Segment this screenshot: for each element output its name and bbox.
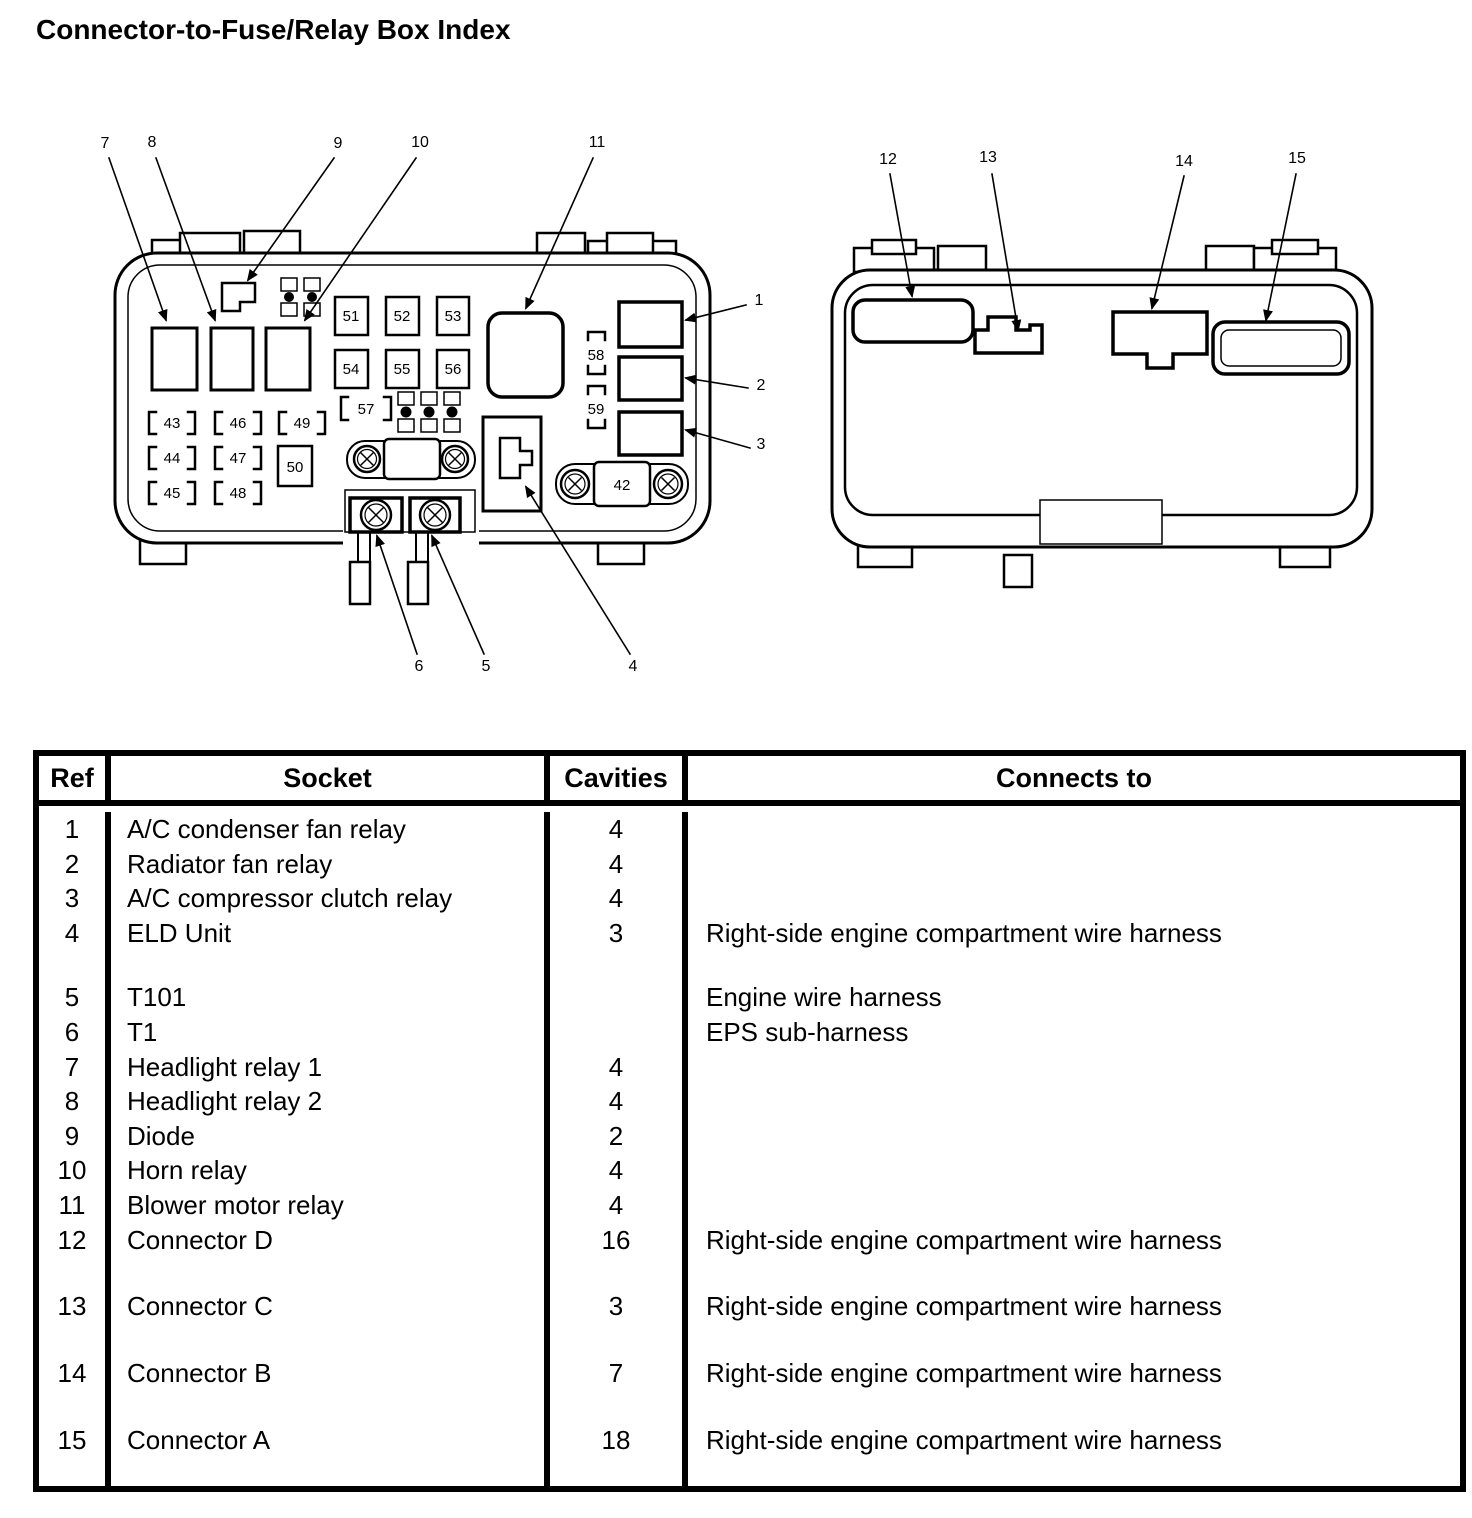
- ref-cell: 4: [64, 917, 80, 948]
- socket-cell: Radiator fan relay: [105, 847, 544, 882]
- socket-cell: T1: [105, 1015, 544, 1050]
- header-cavities: Cavities: [544, 756, 682, 800]
- table-row: [39, 1356, 1460, 1391]
- connects-cell: EPS sub-harness: [682, 1015, 1460, 1050]
- socket-cell: Connector D: [105, 1223, 544, 1258]
- socket-cell: Connector C: [105, 1289, 544, 1324]
- fuse-box-top-view: [101, 134, 766, 675]
- cavities-cell: 7: [544, 1356, 682, 1391]
- fuse-relay-box-diagram: [0, 0, 1472, 745]
- connects-cell: [682, 1084, 1460, 1119]
- ref-cell: 12: [57, 1224, 87, 1255]
- svg-text:46: 46: [229, 415, 247, 432]
- socket-cell: Headlight relay 2: [105, 1084, 544, 1119]
- cavities-cell: 18: [544, 1423, 682, 1458]
- fuse-53-label: 53: [444, 308, 462, 325]
- connects-cell: Right-side engine compartment wire harness: [682, 1356, 1460, 1391]
- socket-cell: A/C condenser fan relay: [105, 812, 544, 847]
- ref-cell: 1: [64, 814, 80, 844]
- connects-cell: Right-side engine compartment wire harness: [682, 1289, 1460, 1324]
- bolt-fuse-bar: [347, 439, 475, 479]
- ref-cell: 8: [64, 1086, 80, 1117]
- table-body: [39, 806, 1460, 1486]
- cavities-cell: 2: [544, 1119, 682, 1154]
- ref-cell: 10: [57, 1155, 87, 1186]
- socket-cell: Connector A: [105, 1423, 544, 1458]
- cavities-cell: 16: [544, 1223, 682, 1258]
- callout-7-label: 7: [100, 135, 110, 152]
- connects-cell: Right-side engine compartment wire harness: [682, 1223, 1460, 1258]
- connects-cell: [682, 1050, 1460, 1085]
- connects-cell: [682, 812, 1460, 847]
- connects-cell: [682, 881, 1460, 916]
- ref-cell: 3: [64, 883, 80, 914]
- ref-cell: 14: [57, 1357, 87, 1388]
- callout-4-label: 4: [628, 658, 638, 675]
- fuse-55-label: 55: [393, 361, 411, 378]
- connects-cell: Right-side engine compartment wire harness: [682, 916, 1460, 951]
- header-socket: Socket: [105, 756, 544, 800]
- table-spacer: [39, 1324, 1460, 1356]
- cavities-cell: [544, 980, 682, 1015]
- ref-cell: 9: [64, 1120, 80, 1151]
- table-filler: [39, 1458, 1460, 1486]
- cavities-cell: 4: [544, 1188, 682, 1223]
- cavities-cell: 4: [544, 1050, 682, 1085]
- ref-cell: 5: [64, 982, 80, 1013]
- table-row: [39, 1119, 1460, 1154]
- fuse-52-label: 52: [393, 308, 411, 325]
- svg-text:44: 44: [163, 450, 181, 467]
- socket-cell: Connector B: [105, 1356, 544, 1391]
- table-spacer: [39, 1257, 1460, 1289]
- table-row: [39, 847, 1460, 882]
- callout-12-label: 12: [879, 151, 897, 168]
- table-row: [39, 1050, 1460, 1085]
- socket-cell: A/C compressor clutch relay: [105, 881, 544, 916]
- cavities-cell: 3: [544, 1289, 682, 1324]
- svg-text:45: 45: [163, 485, 181, 502]
- header-ref: Ref: [50, 763, 94, 793]
- box2-top-tabs: [854, 240, 1336, 272]
- socket-cell: Horn relay: [105, 1153, 544, 1188]
- cavities-cell: 4: [544, 847, 682, 882]
- callout-11-label: 11: [588, 134, 606, 151]
- svg-text:49: 49: [293, 415, 311, 432]
- connects-cell: [682, 1119, 1460, 1154]
- svg-text:57: 57: [357, 401, 375, 418]
- table-row: [39, 812, 1460, 847]
- svg-text:43: 43: [163, 415, 181, 432]
- svg-text:58: 58: [587, 347, 605, 364]
- socket-cell: T101: [105, 980, 544, 1015]
- ref-cell: 15: [57, 1425, 87, 1456]
- table-row: [39, 1223, 1460, 1258]
- table-row: [39, 1423, 1460, 1458]
- box2-bottom-plate: [1040, 500, 1162, 544]
- svg-text:50: 50: [286, 459, 304, 476]
- fuse-54-label: 54: [342, 361, 360, 378]
- cavities-cell: 4: [544, 1153, 682, 1188]
- callout-6-label: 6: [414, 658, 424, 675]
- table-row: [39, 916, 1460, 951]
- callout-2-label: 2: [756, 377, 766, 394]
- connects-cell: [682, 1188, 1460, 1223]
- connects-cell: [682, 847, 1460, 882]
- ref-cell: 6: [64, 1016, 80, 1047]
- cavities-cell: [544, 1015, 682, 1050]
- table-row: [39, 1289, 1460, 1324]
- table-spacer: [39, 950, 1460, 980]
- callout-14-label: 14: [1175, 153, 1193, 170]
- ref-cell: 2: [64, 848, 80, 879]
- connects-cell: Engine wire harness: [682, 980, 1460, 1015]
- svg-text:42: 42: [613, 477, 631, 494]
- connector-index-table: [33, 750, 1466, 1492]
- callout-5-label: 5: [481, 658, 491, 675]
- socket-cell: Blower motor relay: [105, 1188, 544, 1223]
- table-row: [39, 1153, 1460, 1188]
- table-row: [39, 1015, 1460, 1050]
- callout-15-label: 15: [1288, 150, 1306, 167]
- connects-cell: [682, 1153, 1460, 1188]
- header-connects: Connects to: [682, 756, 1460, 800]
- svg-text:47: 47: [229, 450, 247, 467]
- socket-cell: ELD Unit: [105, 916, 544, 951]
- svg-text:59: 59: [587, 401, 605, 418]
- fuse-box-underside-view: [832, 149, 1372, 587]
- table-spacer: [39, 1390, 1460, 1423]
- callout-8-label: 8: [147, 134, 157, 151]
- callout-1-label: 1: [754, 292, 764, 309]
- callout-3-label: 3: [756, 436, 766, 453]
- callout-13-label: 13: [979, 149, 997, 166]
- socket-cell: Diode: [105, 1119, 544, 1154]
- cavities-cell: 4: [544, 1084, 682, 1119]
- table-row: [39, 881, 1460, 916]
- cavities-cell: 4: [544, 812, 682, 847]
- connects-cell: Right-side engine compartment wire harness: [682, 1423, 1460, 1458]
- callout-9-label: 9: [333, 135, 343, 152]
- fuse-56-label: 56: [444, 361, 462, 378]
- cavities-cell: 3: [544, 916, 682, 951]
- ref-cell: 13: [57, 1291, 87, 1322]
- table-row: [39, 980, 1460, 1015]
- box2-bottom-tabs: [858, 543, 1330, 587]
- table-row: [39, 1188, 1460, 1223]
- ref-cell: 11: [58, 1189, 86, 1220]
- svg-text:48: 48: [229, 485, 247, 502]
- ref-cell: 7: [64, 1051, 80, 1082]
- page-title: Connector-to-Fuse/Relay Box Index: [36, 14, 511, 45]
- cavities-cell: 4: [544, 881, 682, 916]
- socket-cell: Headlight relay 1: [105, 1050, 544, 1085]
- table-row: [39, 1084, 1460, 1119]
- fuse-51-label: 51: [342, 308, 360, 325]
- table-header-row: [39, 756, 1460, 806]
- callout-10-label: 10: [411, 134, 429, 151]
